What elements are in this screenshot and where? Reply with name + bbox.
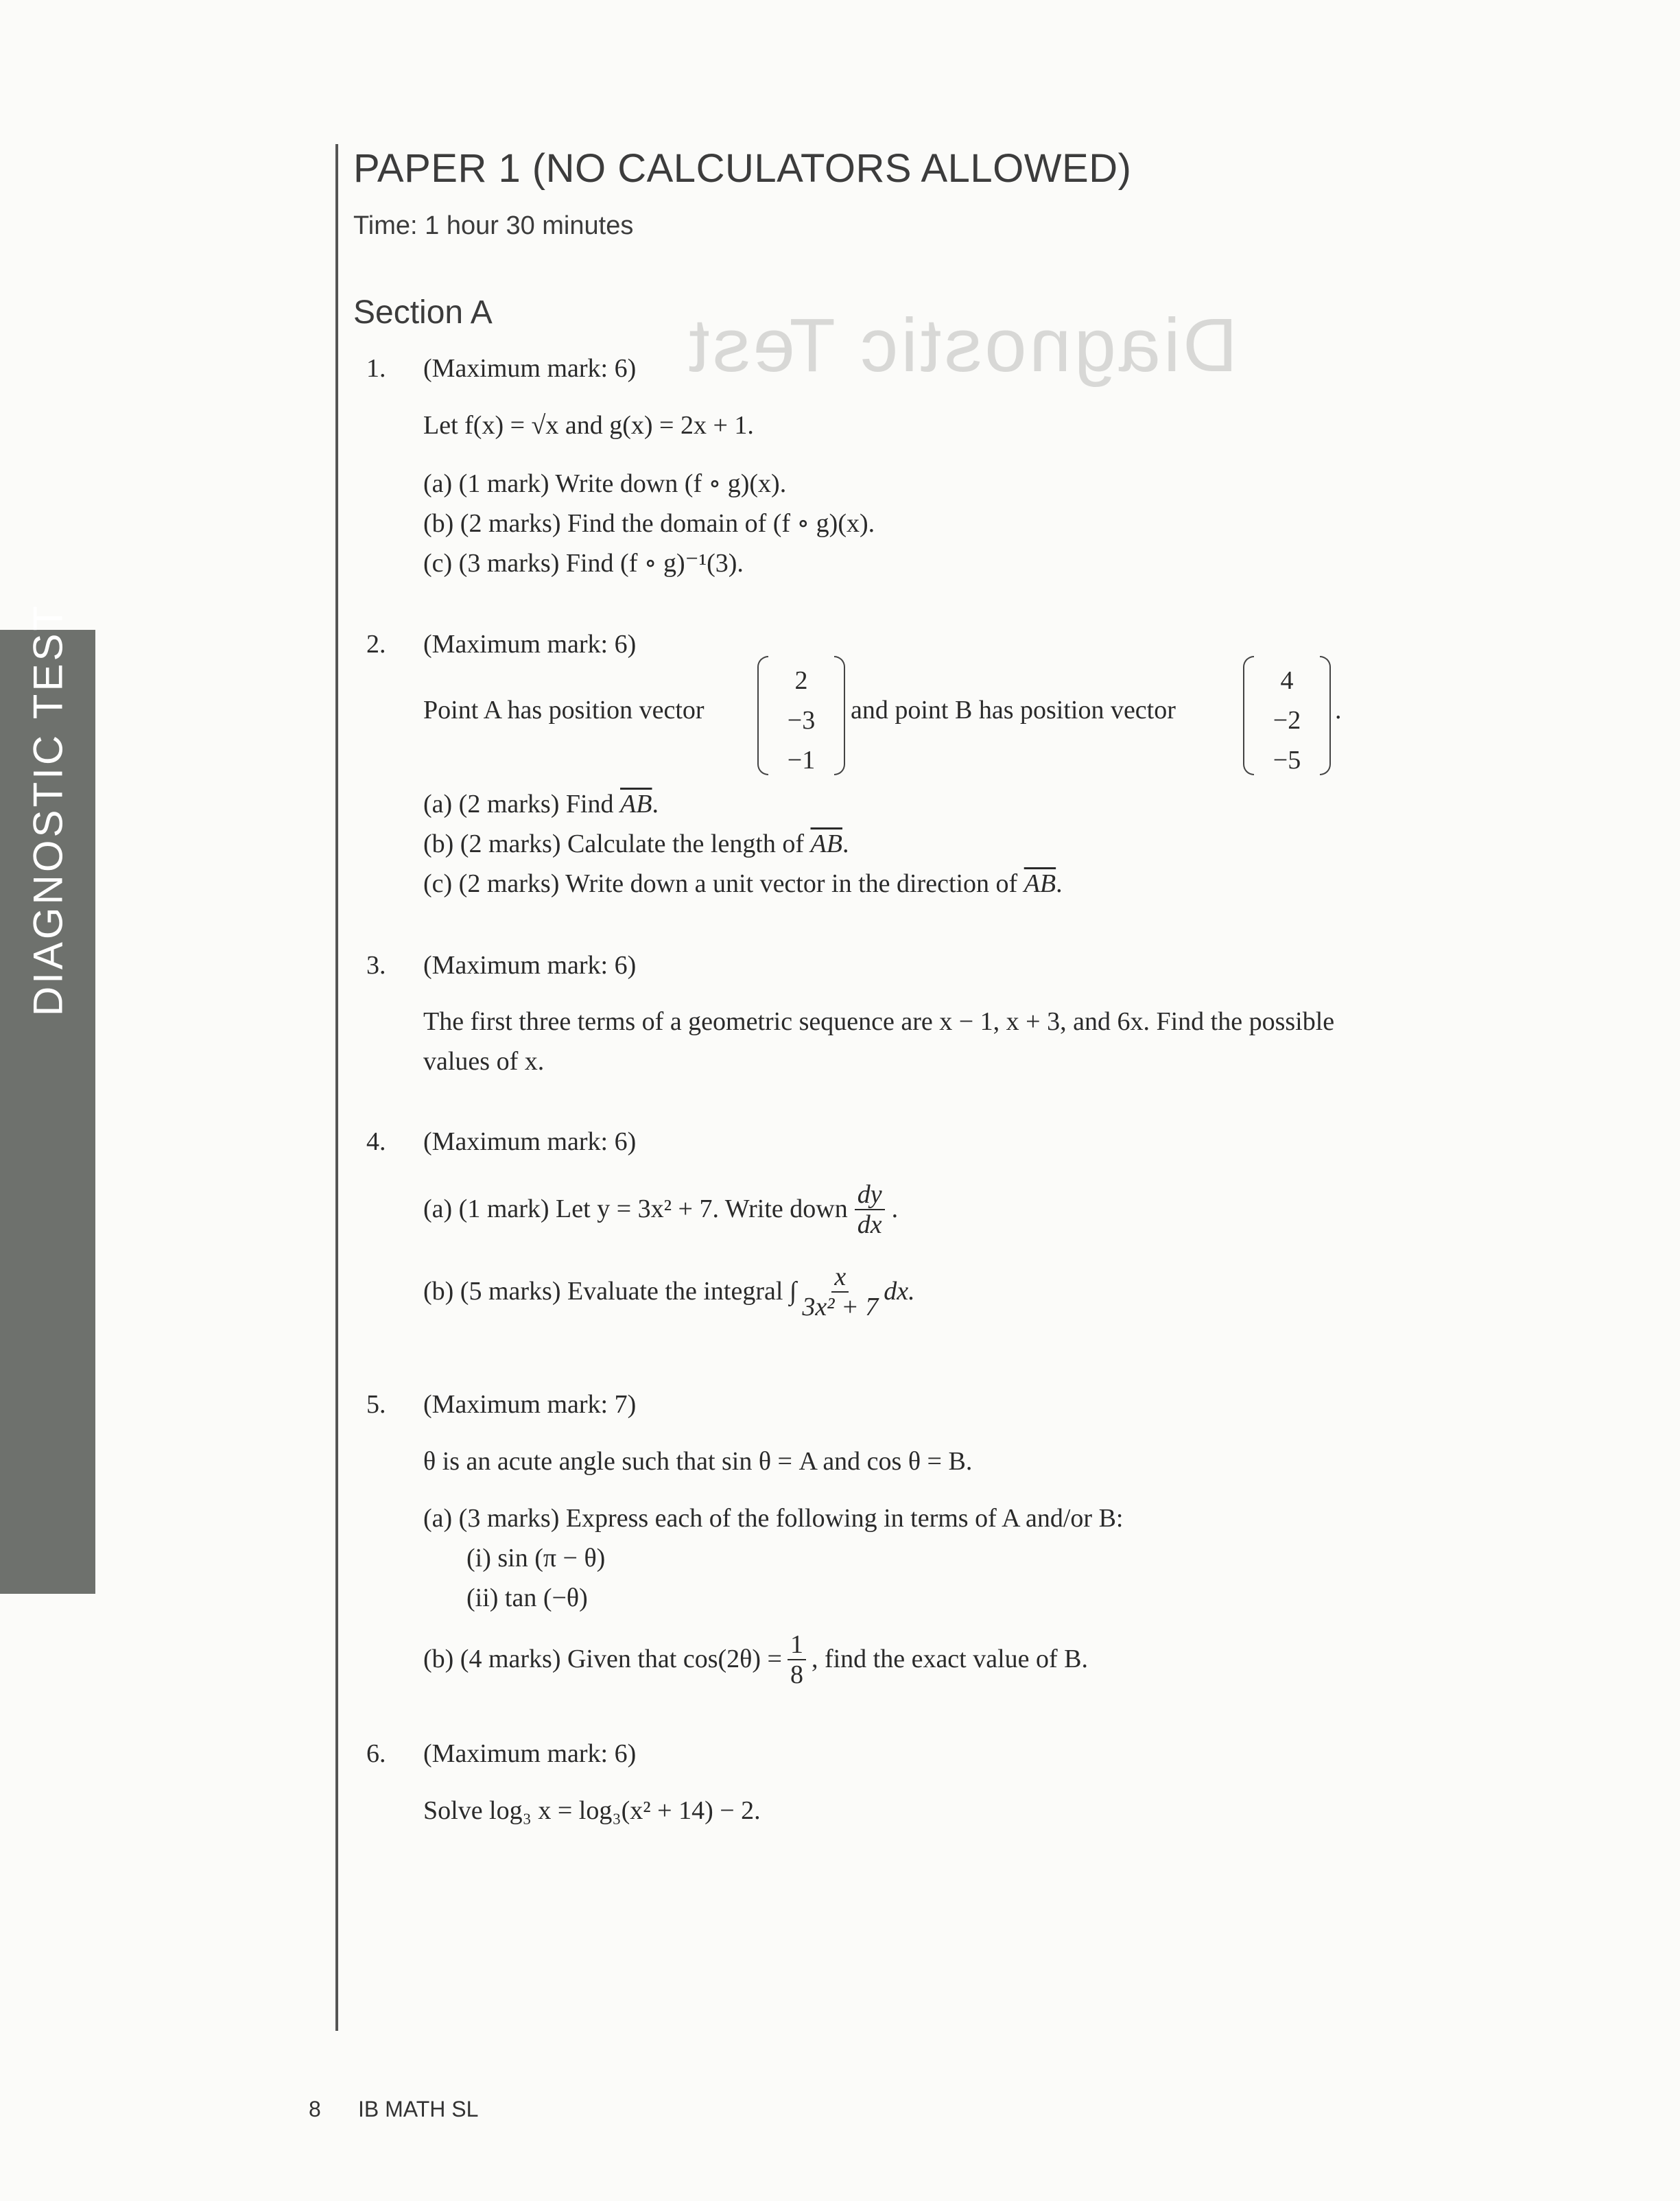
question-number: 5. [366, 1390, 386, 1419]
question-stem-continued: values of x. [423, 1047, 545, 1076]
period: . [1056, 869, 1063, 898]
fraction-denominator: 8 [790, 1660, 803, 1689]
question-number: 1. [366, 354, 386, 383]
max-mark: (Maximum mark: 7) [423, 1390, 637, 1419]
running-footer: IB MATH SL [358, 2097, 479, 2121]
vector-component: 2 [794, 666, 808, 695]
fraction-denominator: dx [857, 1210, 882, 1239]
fraction-numerator: dy [855, 1181, 885, 1210]
section-heading: Section A [353, 294, 493, 331]
question-number: 6. [366, 1739, 386, 1768]
vector-component: −3 [787, 706, 816, 735]
question-stem: Let f(x) = √x and g(x) = 2x + 1. [423, 411, 754, 440]
question-stem: The first three terms of a geometric sequence are x − 1, x + 3, and 6x. Find the possible [423, 1007, 1335, 1036]
question-number: 2. [366, 630, 386, 659]
question-stem-b: and point B has position vector [851, 696, 1176, 725]
vector-ab: $\overline{AB}$ [620, 790, 652, 819]
part-b [423, 1632, 1088, 1688]
part-b-text: (b) (2 marks) Calculate the length of [423, 829, 805, 858]
vector-component: −5 [1273, 746, 1301, 775]
part-a: (a) (1 mark) Write down (f ∘ g)(x). [423, 469, 787, 498]
fraction-numerator: x [831, 1264, 849, 1293]
question-stem: Point A has position vector [423, 696, 705, 725]
fraction-numerator: 1 [788, 1632, 806, 1660]
part-b-text: (b) (5 marks) Evaluate the integral ∫ [423, 1277, 797, 1306]
max-mark: (Maximum mark: 6) [423, 1739, 637, 1768]
page-number: 8 [309, 2097, 321, 2121]
period: . [652, 790, 659, 819]
vector-component: 4 [1280, 666, 1294, 695]
vector-component: −2 [1273, 706, 1301, 735]
part-b [423, 829, 849, 860]
part-b-text: (b) (4 marks) Given that cos(2θ) = [423, 1645, 782, 1674]
part-c: (c) (3 marks) Find (f ∘ g)⁻¹(3). [423, 549, 744, 578]
part-c [423, 869, 1063, 900]
period: . [891, 1194, 899, 1224]
max-mark: (Maximum mark: 6) [423, 630, 637, 659]
part-a-ii: (ii) tan (−θ) [466, 1584, 588, 1612]
vector-ab: $\overline{AB}$ [810, 829, 842, 858]
question-number: 3. [366, 951, 386, 980]
question-stem: Solve log₃ x = log₃(x² + 14) − 2. [423, 1796, 761, 1825]
paper-title: PAPER 1 (NO CALCULATORS ALLOWED) [353, 146, 1132, 191]
part-a [423, 789, 659, 821]
time-allowed: Time: 1 hour 30 minutes [353, 211, 634, 240]
vector-ab: $\overline{AB}$ [1024, 869, 1056, 898]
question-number: 4. [366, 1127, 386, 1156]
part-b [423, 1264, 915, 1320]
part-a-text: (a) (2 marks) Find [423, 790, 614, 819]
part-a: (a) (3 marks) Express each of the following in terms of A and/or B: [423, 1504, 1124, 1533]
max-mark: (Maximum mark: 6) [423, 951, 637, 980]
bleed-through-text: Diagnostic Test [686, 303, 1238, 388]
fraction-denominator: 3x² + 7 [802, 1293, 879, 1321]
integral-end: dx. [884, 1277, 915, 1306]
part-a [423, 1181, 898, 1238]
part-c-text: (c) (2 marks) Write down a unit vector in the direction of [423, 869, 1018, 898]
margin-rule [335, 144, 338, 2031]
position-vector-a [770, 661, 833, 780]
integrand-fraction [802, 1264, 878, 1320]
part-b: (b) (2 marks) Find the domain of (f ∘ g)(x). [423, 509, 875, 538]
part-a-text: (a) (1 mark) Let y = 3x² + 7. Write down [423, 1194, 848, 1224]
max-mark: (Maximum mark: 6) [423, 1127, 637, 1156]
vector-component: −1 [787, 746, 816, 775]
question-stem: θ is an acute angle such that sin θ = A and cos θ = B. [423, 1447, 973, 1476]
part-b-end: , find the exact value of B. [811, 1645, 1089, 1674]
left-paren [1243, 656, 1254, 775]
period: . [842, 829, 849, 858]
left-paren [757, 656, 768, 775]
side-tab-label: DIAGNOSTIC TEST [25, 602, 71, 1017]
right-paren [834, 656, 845, 775]
right-paren [1320, 656, 1331, 775]
derivative-fraction [855, 1181, 885, 1238]
position-vector-b [1255, 661, 1318, 780]
period: . [1335, 696, 1342, 725]
part-a-i: (i) sin (π − θ) [466, 1544, 606, 1573]
cos-fraction [788, 1632, 806, 1688]
max-mark: (Maximum mark: 6) [423, 354, 637, 383]
